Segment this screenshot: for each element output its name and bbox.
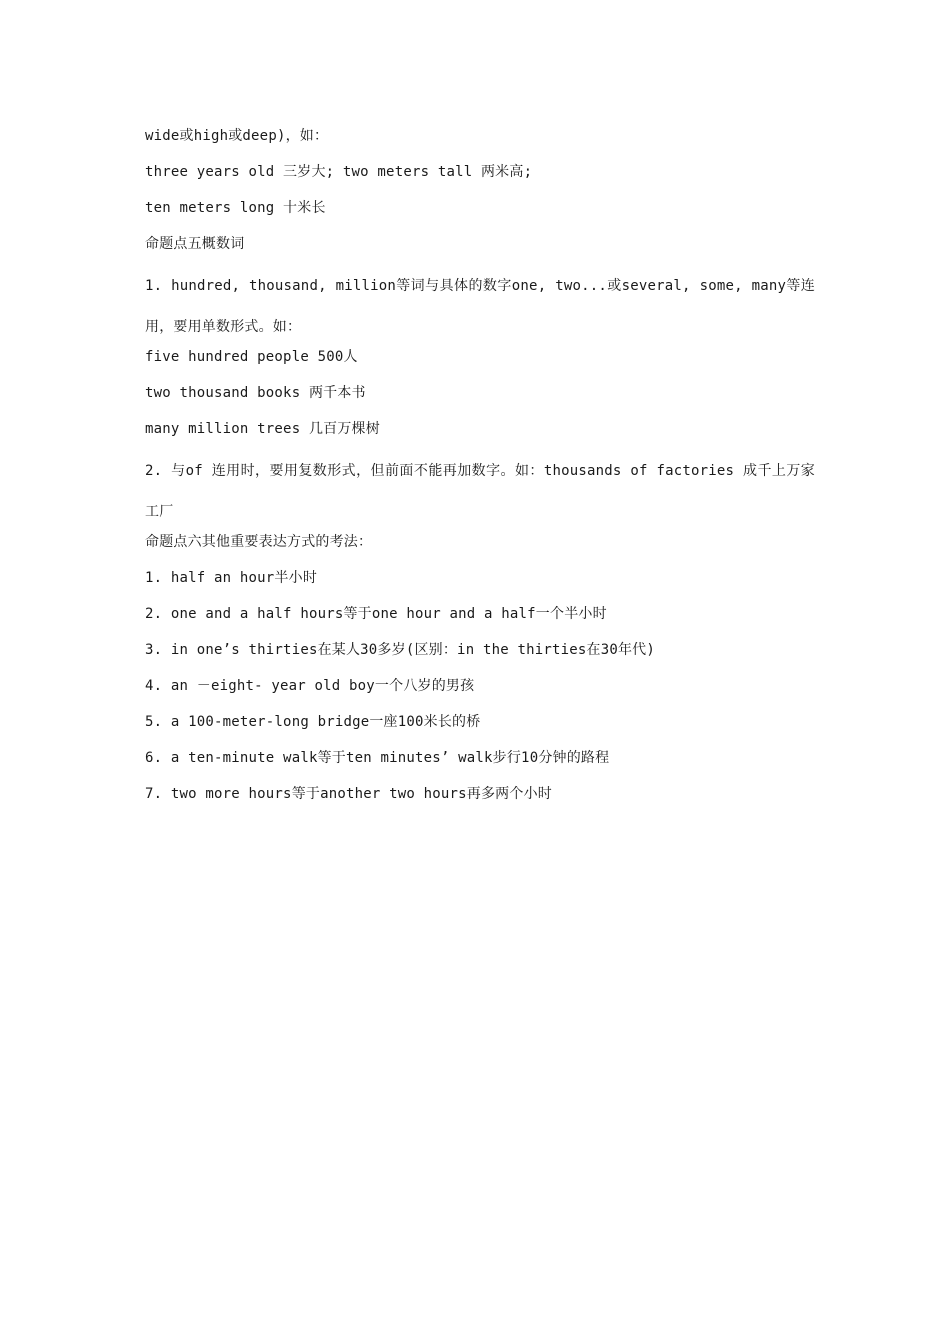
text-line: five hundred people 500人 xyxy=(145,349,358,365)
list-item: 7. two more hours等于another two hours再多两个小时 xyxy=(145,786,552,802)
list-item: 1. half an hour半小时 xyxy=(145,570,318,586)
text-line: many million trees 几百万棵树 xyxy=(145,421,380,437)
list-item: 4. an －eight- year old boy一个八岁的男孩 xyxy=(145,678,475,694)
list-item: 5. a 100-meter-long bridge一座100米长的桥 xyxy=(145,714,481,730)
text-line: ten meters long 十米长 xyxy=(145,200,326,216)
text-line: three years old 三岁大; two meters tall 两米高; xyxy=(145,164,533,180)
list-item: 2. one and a half hours等于one hour and a half一个半小时 xyxy=(145,606,607,622)
list-item: 6. a ten-minute walk等于ten minutes’ walk步行10分钟的路程 xyxy=(145,750,610,766)
paragraph: 1. hundred, thousand, million等词与具体的数字one, two...或several, some, many等连用，要用单数形式。如： xyxy=(145,278,815,335)
document-body xyxy=(145,122,815,816)
section-heading: 命题点五概数词 xyxy=(145,236,245,252)
list-item: 3. in one’s thirties在某人30多岁(区别：in the thirties在30年代) xyxy=(145,642,655,658)
text-line: two thousand books 两千本书 xyxy=(145,385,366,401)
paragraph: 2. 与of 连用时，要用复数形式，但前面不能再加数字。如：thousands of factories 成千上万家工厂 xyxy=(145,463,815,520)
section-heading: 命题点六其他重要表达方式的考法： xyxy=(145,534,373,550)
text-line: wide或high或deep)，如： xyxy=(145,128,329,144)
